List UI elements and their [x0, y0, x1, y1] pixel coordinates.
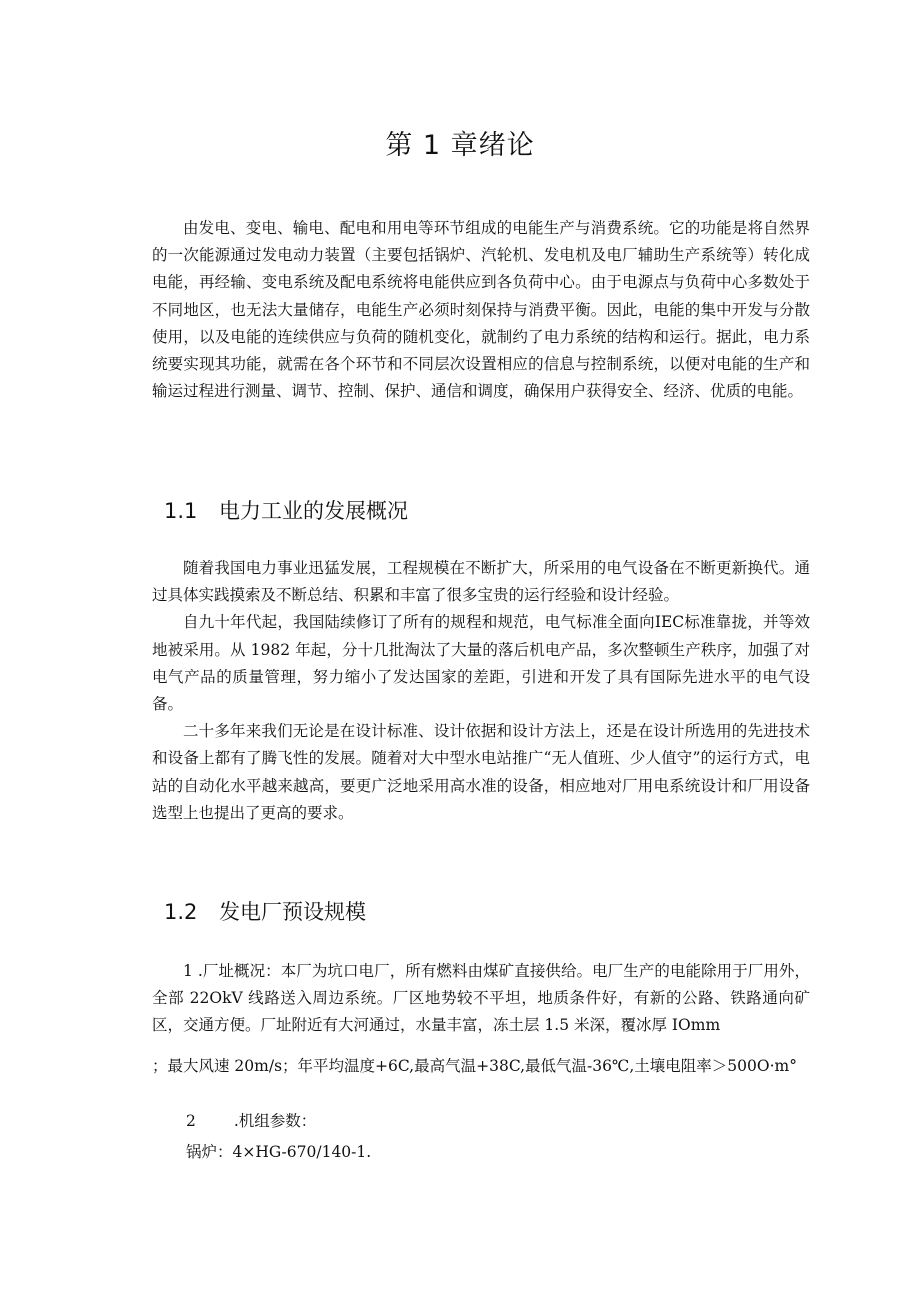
- list-label: .机组参数：: [233, 1112, 317, 1130]
- section-1-1-body: [152, 555, 810, 827]
- boiler-spec: 锅炉：4×HG-670/140-1.: [186, 1143, 372, 1161]
- section-heading-1-2: [164, 895, 366, 929]
- intro-paragraph: 由发电、变电、输电、配电和用电等环节组成的电能生产与消费系统。它的功能是将自然界的一次能源通过发电动力装置（主要包括锅炉、汽轮机、发电机及电厂辅助生产系统等）转化成电能，再经输、变电系统及配电系统将电能供应到各负荷中心。由于电源点与负荷中心多数处于不同地区，也无法大量储存，电能生产必须时刻保持与消费平衡。因此，电能的集中开发与分散使用，以及电能的连续供应与负荷的随机变化，就制约了电力系统的结构和运行。据此，电力系统要实现其功能，就需在各个环节和不同层次设置相应的信息与控制系统，以便对电能的生产和输运过程进行测量、调节、控制、保护、通信和调度，确保用户获得安全、经济、优质的电能。: [152, 219, 810, 401]
- body-paragraph: 二十多年来我们无论是在设计标准、设计依据和设计方法上，还是在设计所选用的先进技术和设备上都有了腾飞性的发展。随着对大中型水电站推广“无人值班、少人值守”的运行方式，电站的自动化水平越来越高，要更广泛地采用高水准的设备，相应地对厂用电系统设计和厂用设备选型上也提出了更高的要求。: [152, 722, 810, 822]
- climate-line: ；最大风速 20m/s；年平均温度+6C,最高气温+38C,最低气温-36℃,土壤电阻率＞500O·m°: [152, 1057, 797, 1075]
- chapter-title: 第 1 章绪论: [385, 130, 535, 161]
- site-paragraph: 1 .厂址概况：本厂为坑口电厂，所有燃料由煤矿直接供给。电厂生产的电能除用于厂用外，全部 22OkV 线路送入周边系统。厂区地势较不平坦，地质条件好，有新的公路、铁路通向矿区，交通方便。厂址附近有大河通过，水量丰富，冻土层 1.5 米深，覆冰厚 IOmm: [152, 962, 810, 1035]
- section-number: 1.2: [164, 900, 198, 924]
- list-number: 2: [186, 1112, 196, 1130]
- section-title: 电力工业的发展概况: [219, 499, 408, 523]
- site-overview: [152, 958, 810, 1040]
- unit-params-heading: [186, 1108, 316, 1135]
- intro-section: [152, 215, 810, 405]
- section-number: 1.1: [164, 499, 198, 523]
- body-paragraph: 自九十年代起，我国陆续修订了所有的规程和规范，电气标准全面向IEC标准靠拢，并等效地被采用。从 1982 年起，分十几批淘汰了大量的落后机电产品，多次整顿生产秩序，加强了对电气产品的质量管理，努力缩小了发达国家的差距，引进和开发了具有国际先进水平的电气设备。: [152, 613, 810, 714]
- body-paragraph: 随着我国电力事业迅猛发展，工程规模在不断扩大，所采用的电气设备在不断更新换代。通过具体实践摸索及不断总结、积累和丰富了很多宝贵的运行经验和设计经验。: [152, 559, 810, 605]
- section-heading-1-1: [164, 494, 408, 528]
- section-title: 发电厂预设规模: [219, 900, 366, 924]
